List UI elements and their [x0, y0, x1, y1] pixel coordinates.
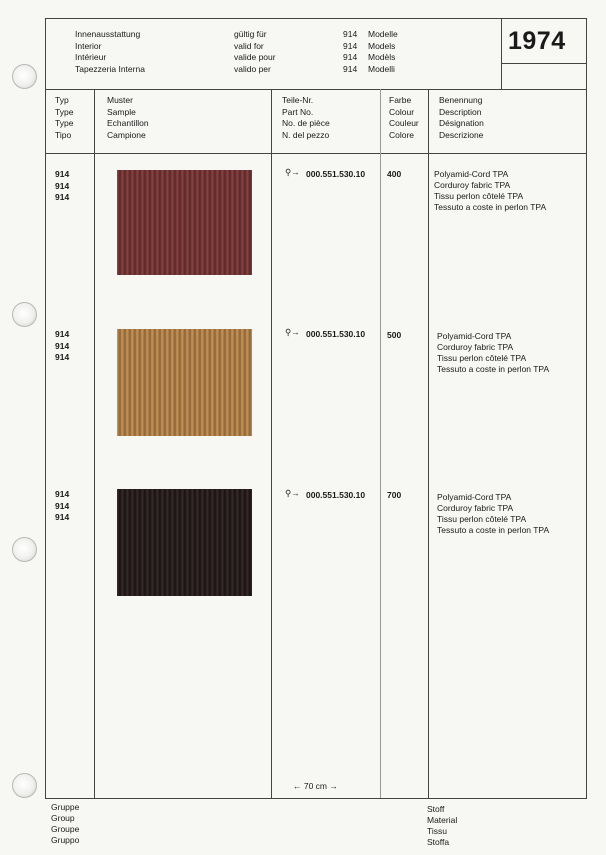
material-it: Stoffa — [427, 837, 450, 847]
column-divider — [94, 89, 95, 798]
header-divider — [501, 19, 502, 89]
models-it: Modelli — [368, 63, 395, 74]
col-partno-fr: No. de pièce — [282, 118, 330, 128]
col-type-en: Type — [55, 106, 74, 117]
group-it: Gruppo — [51, 835, 80, 845]
col-sample-it: Campione — [107, 129, 146, 140]
header-title-de: Innenausstattung — [75, 29, 141, 39]
header-title-en: Interior — [75, 40, 102, 51]
models-en: Models — [368, 40, 396, 51]
group-de: Gruppe — [51, 802, 80, 812]
group-fr: Groupe — [51, 824, 80, 834]
header-title-fr: Intérieur — [75, 52, 107, 62]
description-fr: Tissu perlon côtelé TPA — [434, 191, 524, 201]
col-colour-fr: Couleur — [389, 118, 419, 128]
valid-for-fr: valide pour — [234, 52, 276, 62]
col-partno-header — [282, 95, 330, 141]
description-en: Corduroy fabric TPA — [437, 342, 514, 352]
binder-hole — [12, 537, 37, 562]
col-type-fr: Type — [55, 118, 74, 128]
col-description-en: Description — [439, 106, 482, 117]
model-numbers — [343, 29, 357, 75]
material-labels — [427, 804, 457, 848]
binder-hole — [12, 773, 37, 798]
description-fr: Tissu perlon côtelé TPA — [437, 514, 527, 524]
type-value: 914 — [55, 500, 70, 511]
sheet-header — [46, 19, 586, 90]
fabric-swatch-tan — [117, 329, 252, 436]
model-number: 914 — [343, 63, 358, 74]
model-number: 914 — [343, 52, 358, 62]
colour-code: 400 — [387, 169, 402, 179]
col-sample-en: Sample — [107, 106, 136, 117]
colour-code: 700 — [387, 490, 402, 500]
colour-code: 500 — [387, 330, 402, 340]
col-description-it: Descrizione — [439, 129, 484, 140]
key-arrow-icon: ⚲→ — [285, 327, 300, 337]
description-fr: Tissu perlon côtelé TPA — [437, 353, 527, 363]
header-title-it: Tapezzeria Interna — [75, 63, 145, 74]
models-fr: Modèls — [368, 52, 396, 62]
model-number: 914 — [343, 40, 358, 51]
part-number: 000.551.530.10 — [306, 329, 366, 339]
material-en: Material — [427, 815, 458, 825]
col-colour-de: Farbe — [389, 95, 412, 105]
fabric-description — [437, 331, 549, 375]
description-it: Tessuto a coste in perlon TPA — [437, 364, 550, 374]
col-type-it: Tipo — [55, 129, 72, 140]
models-de: Modelle — [368, 29, 398, 39]
binder-hole — [12, 64, 37, 89]
col-colour-en: Colour — [389, 106, 415, 117]
type-value: 914 — [55, 192, 70, 202]
valid-for-de: gültig für — [234, 29, 267, 39]
col-description-fr: Désignation — [439, 118, 484, 128]
key-arrow-icon: ⚲→ — [285, 488, 300, 498]
column-divider — [428, 89, 429, 798]
group-en: Group — [51, 813, 75, 823]
valid-for-labels — [234, 29, 276, 75]
binder-hole — [12, 302, 37, 327]
col-description-header — [439, 95, 484, 141]
table-row-types — [55, 489, 69, 524]
col-type-de: Typ — [55, 95, 69, 105]
description-it: Tessuto a coste in perlon TPA — [437, 525, 550, 535]
type-value: 914 — [55, 180, 70, 191]
fabric-description — [437, 492, 549, 536]
valid-for-en: valid for — [234, 40, 264, 51]
material-fr: Tissu — [427, 826, 447, 836]
parts-sheet — [45, 18, 587, 799]
part-number: 000.551.530.10 — [306, 169, 366, 179]
col-partno-en: Part No. — [282, 106, 314, 117]
column-header-row — [46, 89, 586, 154]
description-de: Polyamid-Cord TPA — [437, 492, 512, 502]
part-number: 000.551.530.10 — [306, 490, 366, 500]
description-de: Polyamid-Cord TPA — [437, 331, 512, 341]
fabric-swatch-brown — [117, 170, 252, 275]
fabric-width-note: ← 70 cm → — [293, 781, 338, 791]
col-partno-de: Teile-Nr. — [282, 95, 314, 105]
model-number: 914 — [343, 29, 358, 39]
model-year: 1974 — [508, 27, 566, 55]
type-value: 914 — [55, 329, 70, 339]
col-sample-header — [107, 95, 149, 141]
column-divider — [380, 89, 381, 798]
key-arrow-icon: ⚲→ — [285, 167, 300, 177]
type-value: 914 — [55, 340, 70, 351]
fabric-swatch-dark — [117, 489, 252, 596]
col-colour-header — [389, 95, 419, 141]
table-row-types — [55, 329, 69, 364]
fabric-description — [434, 169, 546, 213]
type-value: 914 — [55, 489, 70, 499]
header-titles — [75, 29, 145, 75]
column-divider — [271, 89, 272, 798]
year-box-divider — [502, 63, 586, 64]
type-value: 914 — [55, 352, 70, 362]
description-it: Tessuto a coste in perlon TPA — [434, 202, 547, 212]
col-description-de: Benennung — [439, 95, 483, 105]
type-value: 914 — [55, 169, 70, 179]
group-labels — [51, 802, 79, 846]
type-value: 914 — [55, 512, 70, 522]
col-type-header — [55, 95, 73, 141]
description-en: Corduroy fabric TPA — [434, 180, 511, 190]
description-de: Polyamid-Cord TPA — [434, 169, 509, 179]
models-labels — [368, 29, 398, 75]
valid-for-it: valido per — [234, 63, 271, 74]
col-colour-it: Colore — [389, 129, 415, 140]
description-en: Corduroy fabric TPA — [437, 503, 514, 513]
col-sample-de: Muster — [107, 95, 133, 105]
col-partno-it: N. del pezzo — [282, 129, 330, 140]
table-row-types — [55, 169, 69, 204]
col-sample-fr: Echantillon — [107, 118, 149, 128]
material-de: Stoff — [427, 804, 445, 814]
